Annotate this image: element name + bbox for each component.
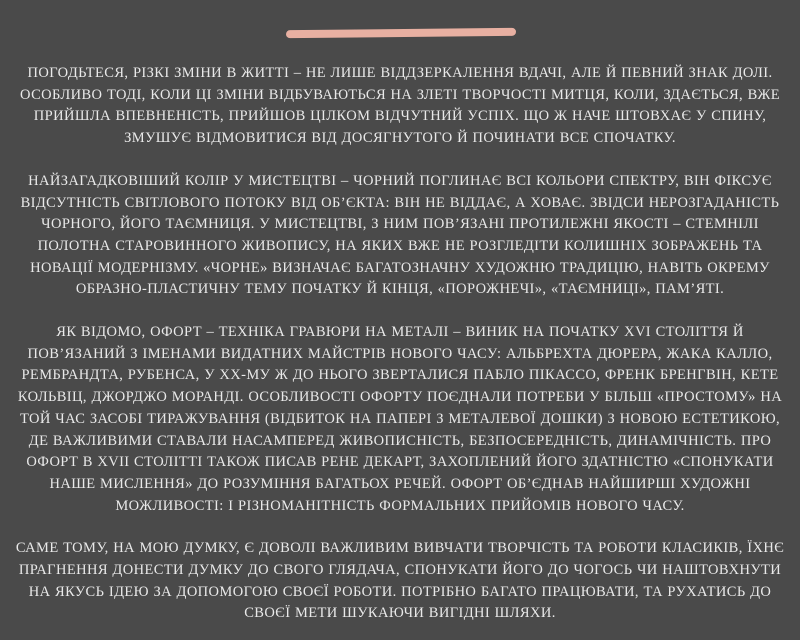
paragraph-etching-history: ЯК ВІДОМО, ОФОРТ – ТЕХНІКА ГРАВЮРИ НА МЕТАЛІ – ВИНИК НА ПОЧАТКУ XVI СТОЛІТТЯ Й ПОВ’ЯЗАНИЙ З ІМЕНАМИ ВИДАТНИХ МАЙСТРІВ НОВОГО ЧАСУ: АЛЬБРЕХТА ДЮРЕРА, ЖАКА КАЛЛО, РЕМБРАНДТА, РУБЕНСА, У XX-МУ Ж ДО НЬОГО ЗВЕРТАЛИСЯ ПАБЛО ПІКАССО, ФРЕНК БРЕНГВІН, КЕТЕ КОЛЬВІЦ, ДЖОРДЖО МОРАНДІ. ОСОБЛИВОСТІ ОФОРТУ ПОЄДНАЛИ ПОТРЕБИ У БІЛЬШ «ПРОСТОМУ» НА ТОЙ ЧАС ЗАСОБІ ТИРАЖУВАННЯ (ВІДБИТОК НА ПАПЕРІ З МЕТАЛЕВОЇ ДОШКИ) З НОВОЮ ЕСТЕТИКОЮ, ДЕ ВАЖЛИВИМИ СТАВАЛИ НАСАМПЕРЕД ЖИВОПИСНІСТЬ, БЕЗПОСЕРЕДНІСТЬ, ДИНАМІЧНІСТЬ. ПРО ОФОРТ В XVII СТОЛІТТІ ТАКОЖ ПИСАВ РЕНЕ ДЕКАРТ, ЗАХОПЛЕНИЙ ЙОГО ЗДАТНІСТЮ «СПОНУКАТИ НАШЕ МИСЛЕННЯ» ДО РОЗУМІННЯ БАГАТЬОХ РЕЧЕЙ. ОФОРТ ОБ’ЄДНАВ НАЙШИРШІ ХУДОЖНІ МОЖЛИВОСТІ: І РІЗНОМАНІТНІСТЬ ФОРМАЛЬНИХ ПРИЙОМІВ НОВОГО ЧАСУ. (17, 324, 783, 514)
paragraph-etching-intro: ПОГОДЬТЕСЯ, РІЗКІ ЗМІНИ В ЖИТТІ – НЕ ЛИШЕ ВІДДЗЕРКАЛЕННЯ ВДАЧІ, АЛЕ Й ПЕВНИЙ ЗНАК ДОЛІ. ОСОБЛИВО ТОДІ, КОЛИ ЦІ ЗМІНИ ВІДБУВАЮТЬСЯ НА ЗЛЕТІ ТВОРЧОСТІ МИТЦЯ, КОЛИ, ЗДАЄТЬСЯ, ВЖЕ ПРИЙШЛА ВПЕВНЕНІСТЬ, ПРИЙШОВ ЦІЛКОМ ВІДЧУТНИЙ УСПІХ. ЩО Ж НАЧЕ ШТОВХАЄ У СПИНУ, ЗМУШУЄ ВІДМОВИТИСЯ ВІД ДОСЯГНУТОГО Й ПОЧИНАТИ ВСЕ СПОЧАТКУ. (20, 65, 780, 147)
paragraph-black-color: НАЙЗАГАДКОВІШИЙ КОЛІР У МИСТЕЦТВІ – ЧОРНИЙ ПОГЛИНАЄ ВСІ КОЛЬОРИ СПЕКТРУ, ВІН ФІКСУЄ ВІДСУТНІСТЬ СВІТЛОВОГО ПОТОКУ ВІД ОБ’ЄКТА: ВІН НЕ ВІДДАЄ, А ХОВАЄ. ЗВІДСИ НЕРОЗГАДАНІСТЬ ЧОРНОГО, ЙОГО ТАЄМНИЦЯ. У МИСТЕЦТВІ, З НИМ ПОВ’ЯЗАНІ ПРОТИЛЕЖНІ ЯКОСТІ – СТЕМНІЛІ ПОЛОТНА СТАРОВИННОГО ЖИВОПИСУ, НА ЯКИХ ВЖЕ НЕ РОЗГЛЕДІТИ КОЛИШНІХ ЗОБРАЖЕНЬ ТА НОВАЦІЇ МОДЕРНІЗМУ. «ЧОРНЕ» ВИЗНАЧАЄ БАГАТОЗНАЧНУ ХУДОЖНЮ ТРАДИЦІЮ, НАВІТЬ ОКРЕМУ ОБРАЗНО-ПЛАСТИЧНУ ТЕМУ ПОЧАТКУ Й КІНЦЯ, «ПОРОЖНЕЧІ», «ТАЄМНИЦІ», ПАМ’ЯТІ. (20, 172, 780, 298)
article-body (8, 63, 792, 625)
decorative-accent-bar (286, 28, 516, 38)
paragraph-conclusion: САМЕ ТОМУ, НА МОЮ ДУМКУ, Є ДОВОЛІ ВАЖЛИВИМ ВИВЧАТИ ТВОРЧІСТЬ ТА РОБОТИ КЛАСИКІВ, ЇХНЄ ПРАГНЕННЯ ДОНЕСТИ ДУМКУ ДО СВОГО ГЛЯДАЧА, СПОНУКАТИ ЙОГО ДО ЧОГОСЬ ЧИ НАШТОВХНУТИ НА ЯКУСЬ ІДЕЮ ЗА ДОПОМОГОЮ СВОЄЇ РОБОТИ. ПОТРІБНО БАГАТО ПРАЦЮВАТИ, ТА РУХАТИСЬ ДО СВОЄЇ МЕТИ ШУКАЮЧИ ВИГІДНІ ШЛЯХИ. (15, 540, 785, 622)
